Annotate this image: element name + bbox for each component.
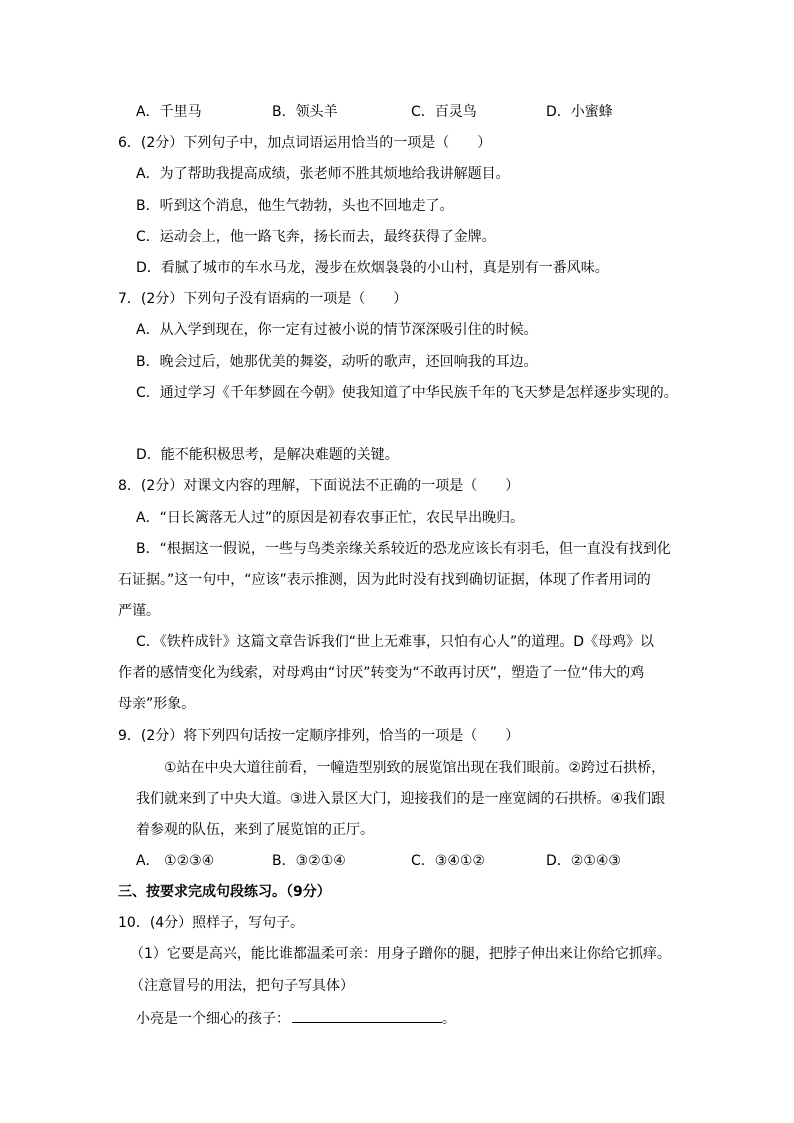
q9-option-b: B．③②①④ [272,853,346,869]
q8-option-cd-line2: 作者的感情变化为线索，对母鸡由“讨厌”转变为“不敢再讨厌”，塑造了一位“伟大的鸡 [118,665,645,681]
q10-note: （注意冒号的用法，把句子写具体） [130,978,354,994]
q7-stem: 7．(2分）下列句子没有语病的一项是（ ） [118,291,408,307]
q10-stem: 10．(4分）照样子，写句子。 [118,915,305,931]
q5-option-a: A．千里马 [136,104,202,120]
q8-option-b-line1: B．“根据这一假说，一些与鸟类亲缘关系较近的恐龙应该长有羽毛，但一直没有找到化 [136,541,671,557]
q9-option-c: C．③④①② [411,853,485,869]
q6-stem: 6．(2分）下列句子中，加点词语运用恰当的一项是（ ） [118,135,492,151]
section-heading: 三、按要求完成句段练习。（9分） [118,884,331,900]
q7-option-d: D．能不能积极思考，是解决难题的关键。 [136,447,399,463]
q9-option-d: D．②①④③ [546,853,621,869]
q8-option-cd-line1: C．《铁杵成针》这篇文章告诉我们“世上无难事，只怕有心人”的道理。D《母鸡》以 [136,634,655,650]
q9-options [0,851,794,871]
q7-option-c: C．通过学习《千年梦圆在今朝》使我知道了中华民族千年的飞天梦是怎样逐步实现的。 [136,385,678,401]
q8-option-b-line2: 石证据。”这一句中，“应该”表示推测，因为此时没有找到确切证据，体现了作者用词的 [118,572,651,588]
q6-option-d: D．看腻了城市的车水马龙，漫步在炊烟袅袅的小山村，真是别有一番风味。 [136,260,609,276]
q5-option-d: D．小蜜蜂 [546,104,613,120]
q8-stem: 8．(2分）对课文内容的理解，下面说法不正确的一项是（ ） [118,478,520,494]
q7-option-a: A．从入学到现在，你一定有过被小说的情节深深吸引住的时候。 [136,322,538,338]
q10-sub1: （1）它要是高兴，能比谁都温柔可亲：用身子蹭你的腿，把脖子伸出来让你给它抓痒。 [130,946,671,962]
q9-passage-line2: 我们就来到了中央大道。③进入景区大门，迎接我们的是一座宽阔的石拱桥。④我们跟 [136,791,666,807]
q10-prompt: 小亮是一个细心的孩子： [136,1011,290,1027]
answer-blank[interactable] [292,1008,442,1023]
q6-option-c: C．运动会上，他一路飞奔，扬长而去，最终获得了金牌。 [136,229,496,245]
q10-end: 。 [442,1011,456,1027]
q8-option-b-line3: 严谨。 [118,603,160,619]
q6-option-b: B．听到这个消息，他生气勃勃，头也不回地走了。 [136,198,454,214]
q9-option-a: A． ①②③④ [136,853,215,869]
q5-options [0,102,794,122]
q8-option-cd-line3: 母亲”形象。 [118,696,196,712]
q9-passage-line1: ①站在中央大道往前看，一幢造型别致的展览馆出现在我们眼前。②跨过石拱桥， [164,760,666,776]
q5-option-b: B．领头羊 [272,104,338,120]
q8-option-a: A．“日长篱落无人过”的原因是初春农事正忙，农民早出晚归。 [136,510,525,526]
q10-answer-line [136,1008,456,1028]
q6-option-a: A．为了帮助我提高成绩，张老师不胜其烦地给我讲解题目。 [136,166,510,182]
q7-option-b: B．晚会过后，她那优美的舞姿，动听的歌声，还回响我的耳边。 [136,354,538,370]
q9-passage-line3: 着参观的队伍，来到了展览馆的正厅。 [136,822,374,838]
q9-stem: 9．(2分）将下列四句话按一定顺序排列，恰当的一项是（ ） [118,728,520,744]
q5-option-c: C．百灵鸟 [411,104,477,120]
